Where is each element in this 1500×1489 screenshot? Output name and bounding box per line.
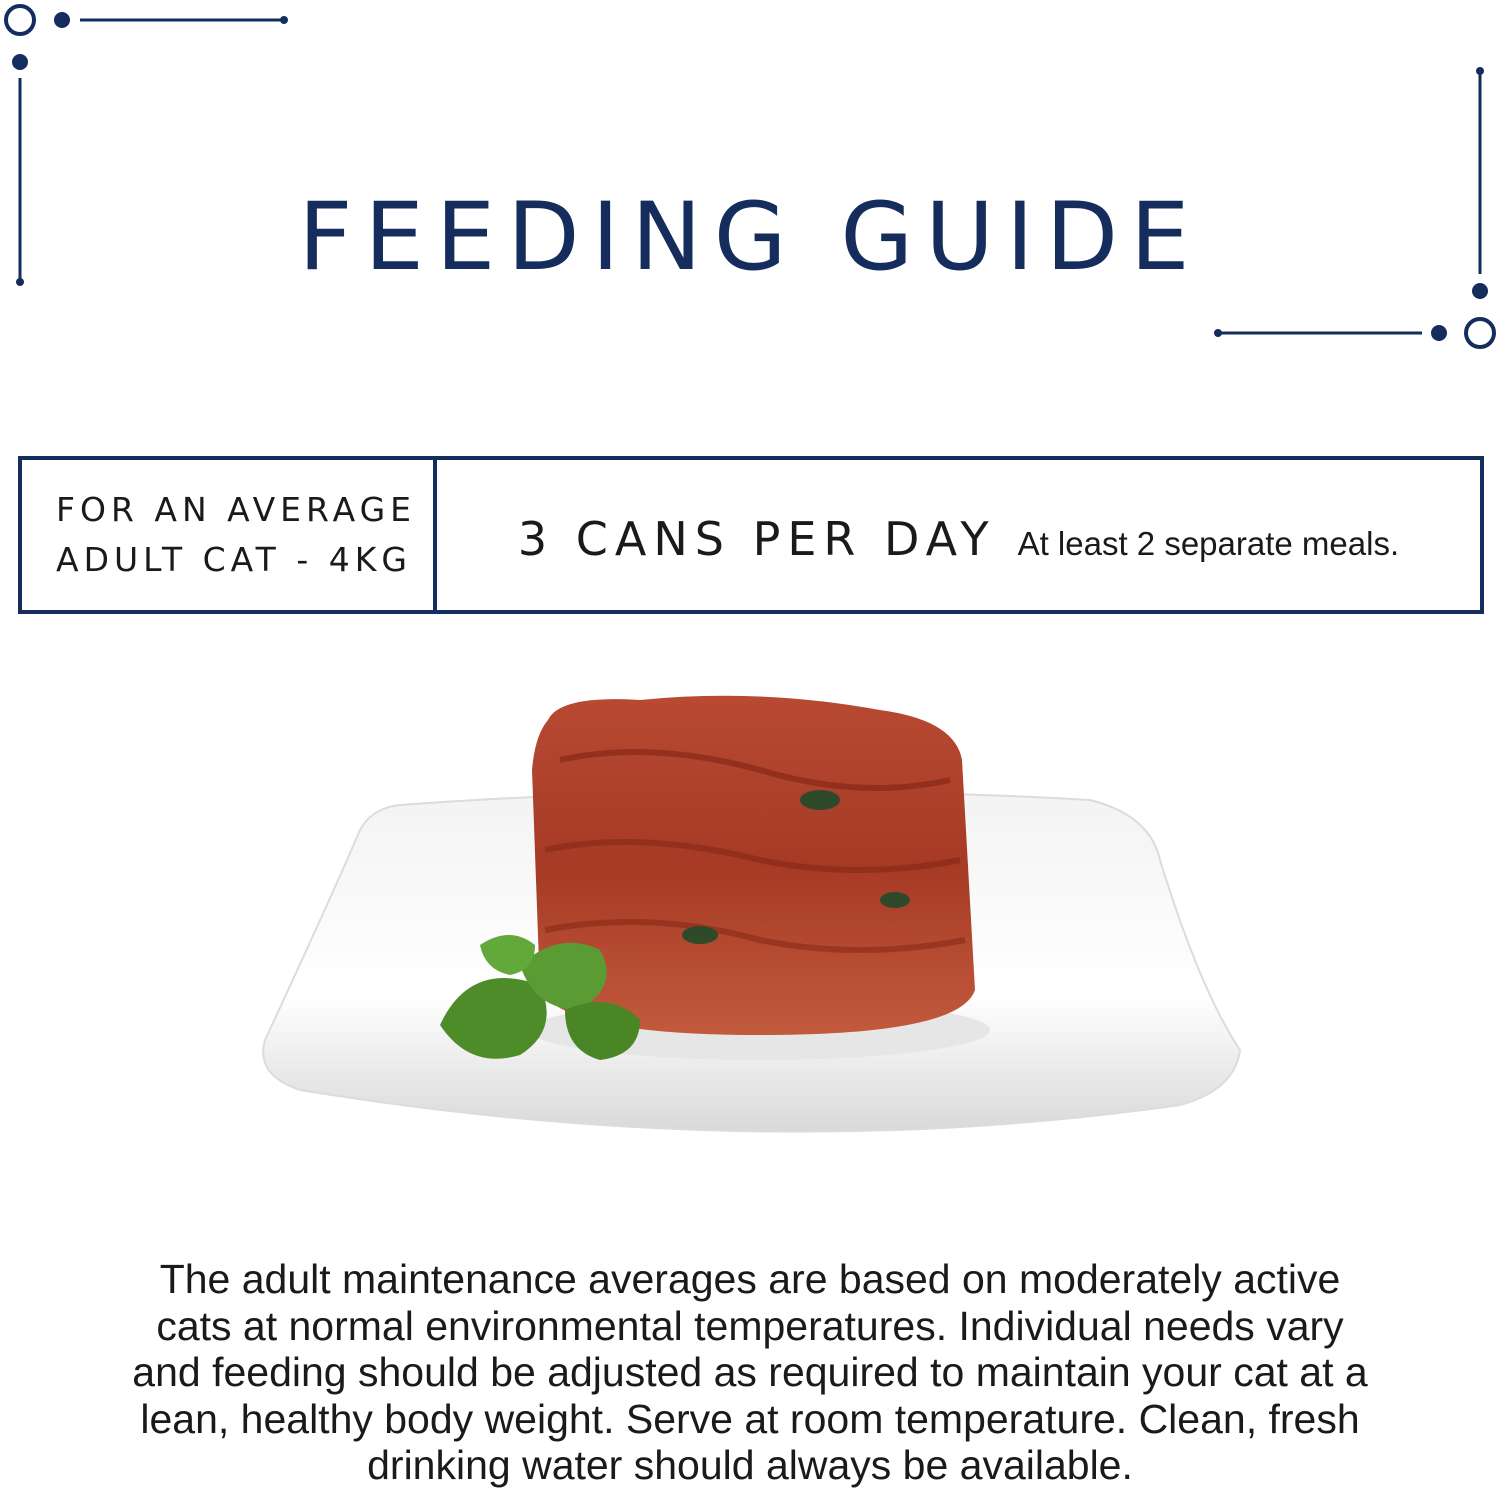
feeding-description: The adult maintenance averages are based on moderately active cats at normal environmental temperatures. Individual needs vary and feeding should be adjusted as required to maintain your cat at a lean, healthy body weight. Serve at room temperature. Clean, fresh drinking water should always be available. (132, 1256, 1368, 1488)
meals-note: At least 2 separate meals. (1017, 525, 1400, 562)
cat-label-line1: FOR AN AVERAGE (56, 490, 417, 529)
page-title: FEEDING GUIDE (298, 182, 1202, 292)
cat-label-line2: ADULT CAT - 4KG (56, 540, 412, 579)
amount-label: 3 CANS PER DAY (517, 512, 996, 566)
